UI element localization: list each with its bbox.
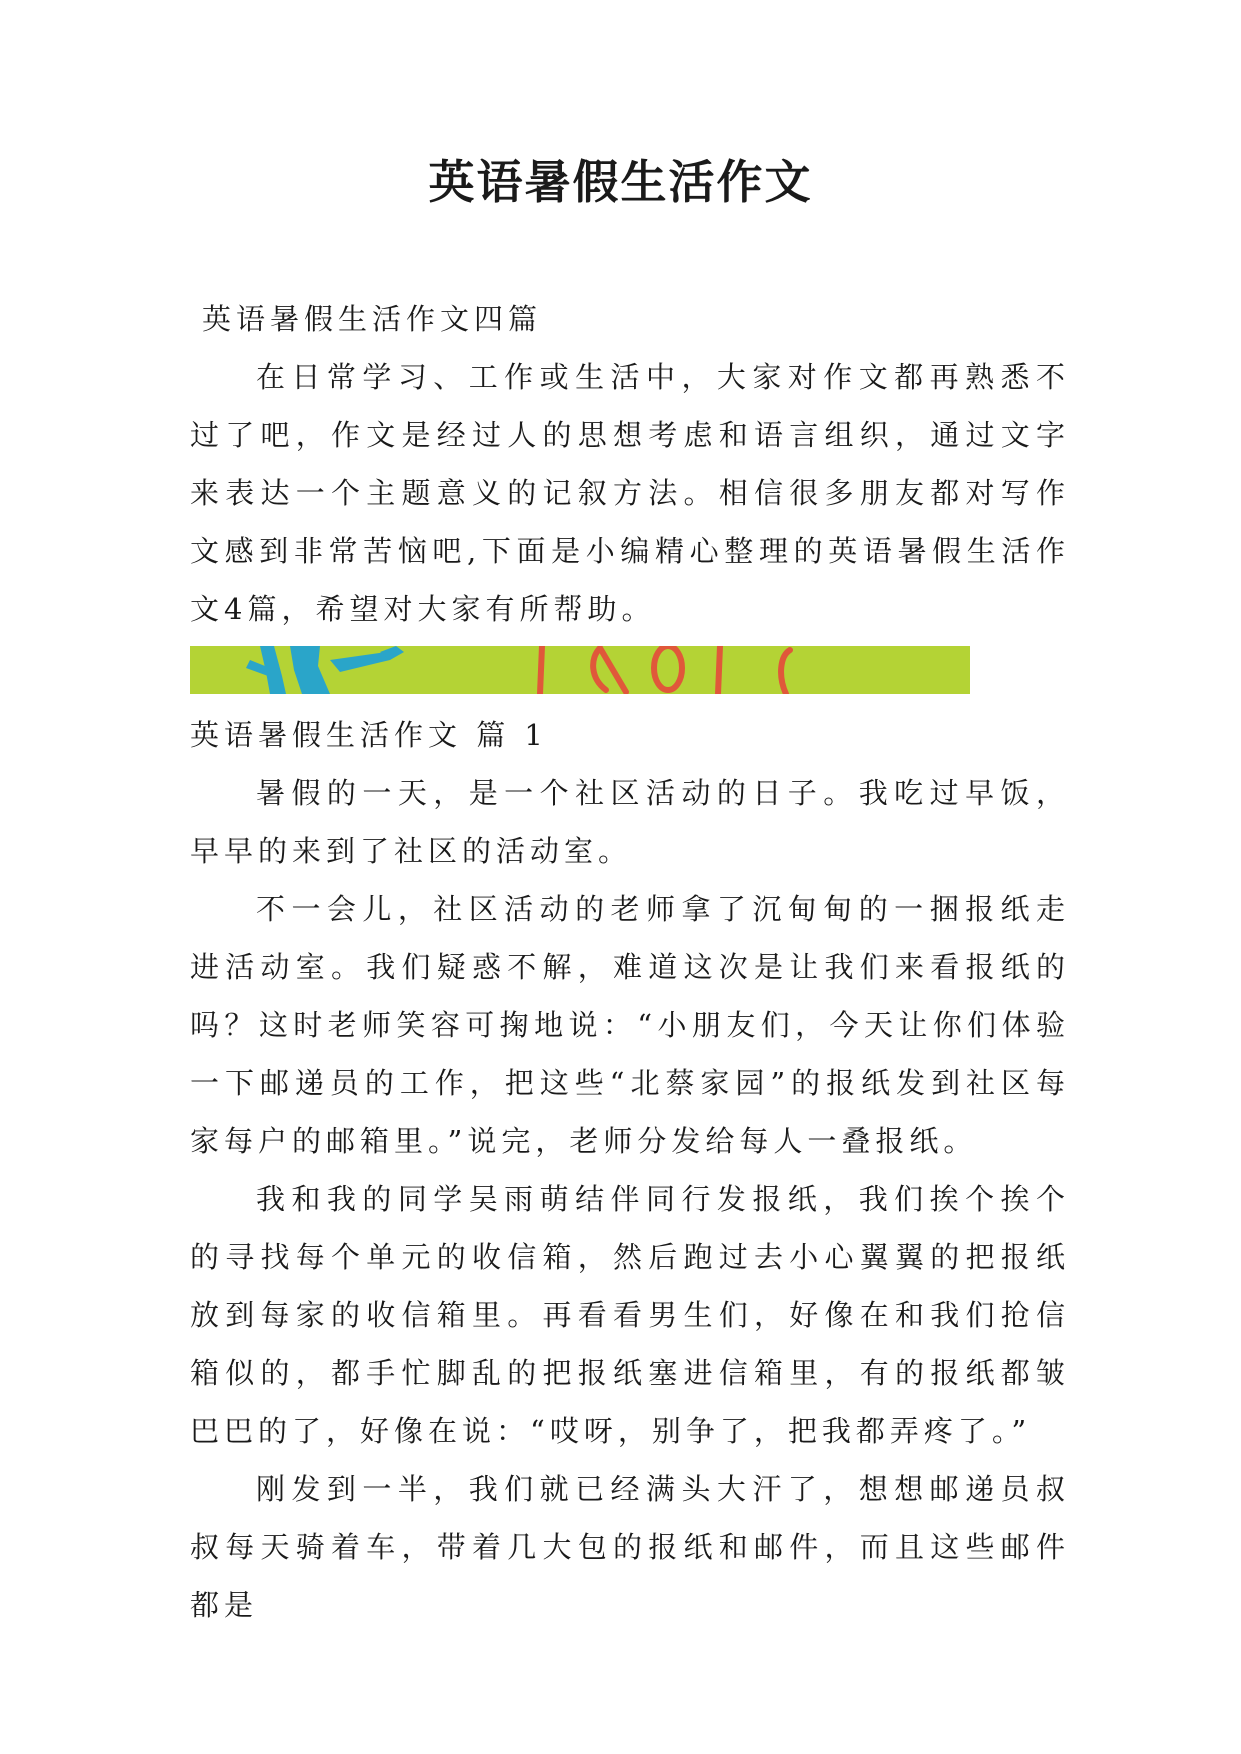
body-paragraph: 不一会儿，社区活动的老师拿了沉甸甸的一捆报纸走进活动室。我们疑惑不解，难道这次是让我们来看报纸的吗？这时老师笑容可掬地说：“小朋友们，今天让你们体验一下邮递员的工作，把这些“北蔡家园”的报纸发到社区每家每户的邮箱里。”说完，老师分发给每人一叠报纸。 [190,892,1070,1158]
body-paragraph: 暑假的一天，是一个社区活动的日子。我吃过早饭，早早的来到了社区的活动室。 [190,776,1070,868]
document-subtitle: 英语暑假生活作文四篇 [202,302,543,336]
banner-image [190,646,970,694]
document-title: 英语暑假生活作文 [428,155,813,209]
body-paragraph: 我和我的同学吴雨萌结伴同行发报纸，我们挨个挨个的寻找每个单元的收信箱，然后跑过去小心翼翼的把报纸放到每家的收信箱里。再看看男生们，好像在和我们抢信箱似的，都手忙脚乱的把报纸塞进信箱里，有的报纸都皱巴巴的了，好像在说：“哎呀，别争了，把我都弄疼了。” [190,1182,1070,1448]
intro-paragraph: 在日常学习、工作或生活中，大家对作文都再熟悉不过了吧，作文是经过人的思想考虑和语言组织，通过文字来表达一个主题意义的记叙方法。相信很多朋友都对写作文感到非常苦恼吧,下面是小编精心整理的英语暑假生活作文4篇，希望对大家有所帮助。 [190,360,1070,626]
banner-illustration [190,646,970,694]
section-heading: 英语暑假生活作文 篇 1 [190,718,548,752]
document-body [190,290,1070,1634]
body-paragraph: 刚发到一半，我们就已经满头大汗了，想想邮递员叔叔每天骑着车，带着几大包的报纸和邮件，而且这些邮件都是 [190,1472,1070,1622]
